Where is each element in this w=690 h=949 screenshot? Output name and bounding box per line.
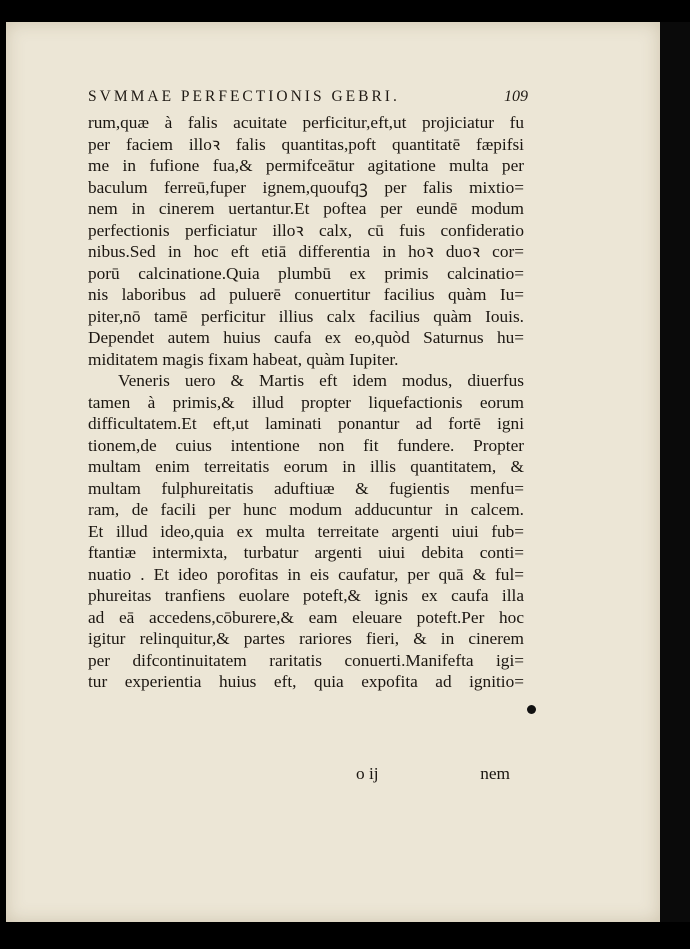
text-line: nibus.Sed in hoc eft etiā differentia in hoꝛ duoꝛ cor= (88, 242, 524, 261)
text-line: multam enim terreitatis eorum in illis quantitatem, & (88, 457, 524, 476)
text-line: me in fufione fua,& permifceātur agitatione multa per (88, 156, 524, 175)
text-line: tamen à primis,& illud propter liquefactionis eorum (88, 392, 524, 412)
text-line: tionem,de cuius intentione non fit fundere. Propter (88, 435, 524, 455)
text-line: miditatem magis fixam habeat, quàm Iupiter. (88, 349, 399, 369)
text-line: ram, de facili per hunc modum adducuntur in calcem. (88, 500, 524, 519)
page-footer (88, 764, 524, 786)
scan-border-right (660, 22, 690, 922)
text-line: igitur relinquitur,& partes rariores fieri, & in cinerem (88, 629, 524, 648)
text-line: tur experientia huius eft, quia expofita ad ignitio= (88, 672, 524, 691)
signature-mark: o ij (356, 764, 379, 783)
text-line: per faciem illoꝛ falis quantitas,poft quantitatē fæpifsi (88, 134, 524, 154)
page-number: 109 (504, 88, 528, 105)
text-line: nis laboribus ad puluerē conuertitur facilius quàm Iu= (88, 285, 524, 304)
text-line: per difcontinuitatem raritatis conuerti.Manifefta igi= (88, 650, 524, 670)
text-line: ad eā accedens,cōburere,& eam eleuare poteft.Per hoc (88, 607, 524, 627)
text-line: Et illud ideo,quia ex multa terreitate argenti uiui fub= (88, 521, 524, 541)
catchword: nem (480, 764, 510, 783)
text-line: perfectionis perficiatur illoꝛ calx, cū fuis confideratio (88, 220, 524, 240)
text-line: Dependet autem huius caufa ex eo,quòd Saturnus hu= (88, 328, 524, 347)
body-text (88, 112, 524, 693)
text-line: difficultatem.Et eft,ut laminati ponantur ad fortē igni (88, 414, 524, 433)
text-line: multam fulphureitatis aduftiuæ & fugientis menfu= (88, 478, 524, 498)
text-line: nuatio . Et ideo porofitas in eis caufatur, per quā & ful= (88, 564, 524, 584)
text-line: phureitas tranfiens euolare poteft,& ignis ex caufa illa (88, 586, 524, 605)
running-head: SVMMAE PERFECTIONIS GEBRI. (88, 88, 400, 105)
text-line: baculum ferreū,fuper ignem,quoufqꝫ per falis mixtio= (88, 177, 524, 197)
text-line: ftantiæ intermixta, turbatur argenti uiui debita conti= (88, 543, 524, 562)
ink-blot (527, 705, 536, 714)
text-line: nem in cinerem uertantur.Et poftea per eundē modum (88, 199, 524, 218)
scan-border-bottom (0, 922, 690, 949)
paragraph-first-line: Veneris uero & Martis eft idem modus, diuerfus (118, 371, 524, 390)
text-line: piter,nō tamē perficitur illius calx facilius quàm Iouis. (88, 306, 524, 326)
page-header (88, 88, 528, 110)
text-line: porū calcinatione.Quia plumbū ex primis calcinatio= (88, 263, 524, 283)
text-line: rum,quæ à falis acuitate perficitur,eft,ut projiciatur fu (88, 113, 524, 132)
